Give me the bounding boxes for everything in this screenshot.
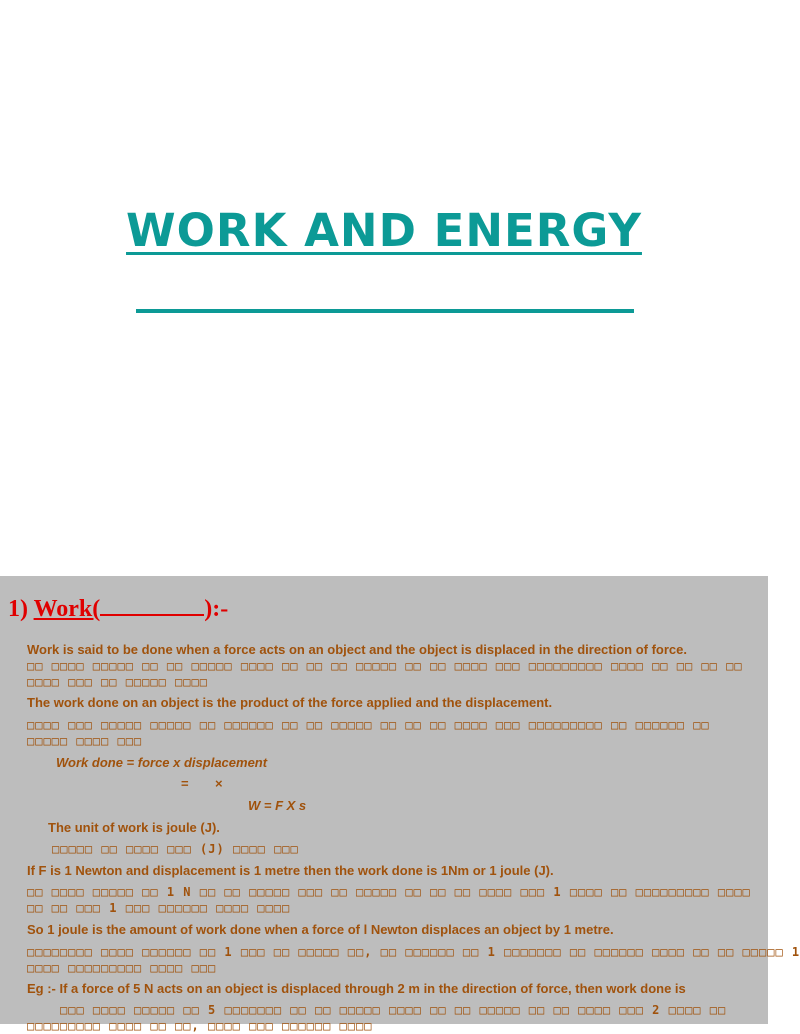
- hindi-line: □□□ □□□□ □□□□□ □□ 5 □□□□□□□ □□ □□ □□□□□ □□□□ □□ □□ □□□□□ □□ □□ □□□□ □□□ 2 □□□□ □□: [60, 1003, 727, 1017]
- text-line: The unit of work is joule (J).: [48, 820, 220, 835]
- text-line: So 1 joule is the amount of work done when a force of l Newton displaces an object by 1 metre.: [27, 922, 614, 937]
- section-heading-label: Work(: [33, 596, 101, 622]
- hindi-line: □□□□ □□□ □□ □□□□□ □□□□: [27, 675, 208, 689]
- heading-blank: [100, 596, 204, 616]
- hindi-line: □□ □□ □□□ 1 □□□ □□□□□□ □□□□ □□□□: [27, 901, 291, 915]
- text-line: Eg :- If a force of 5 N acts on an object is displaced through 2 m in the direction of force, then work done is: [27, 981, 686, 996]
- hindi-line: □□□□□□□□□ □□□□ □□ □□, □□□□ □□□ □□□□□□ □□□□: [27, 1019, 373, 1033]
- hindi-line: □□ □□□□ □□□□□ □□ 1 N □□ □□ □□□□□ □□□ □□ □□□□□ □□ □□ □□ □□□□ □□□ 1 □□□□ □□ □□□□□□□□□ □□□□: [27, 885, 751, 899]
- text-line: If F is 1 Newton and displacement is 1 metre then the work done is 1Nm or 1 joule (J).: [27, 863, 554, 878]
- formula-symbolic: W = F X s: [248, 798, 307, 813]
- section-heading-end: ):-: [204, 596, 229, 622]
- page-title: WORK AND ENERGY: [126, 204, 642, 257]
- content-slide: [0, 576, 800, 1033]
- formula-times: ×: [215, 776, 223, 791]
- hindi-line: □□□□□ □□□□ □□□: [27, 734, 143, 748]
- section-number: 1): [8, 596, 28, 622]
- text-line: Work is said to be done when a force acts on an object and the object is displaced in the direction of force.: [27, 642, 687, 657]
- section-heading: [8, 596, 228, 623]
- hindi-line: □□□□ □□□□□□□□□ □□□□ □□□: [27, 961, 217, 975]
- formula-equals: =: [181, 776, 189, 791]
- text-line: The work done on an object is the product of the force applied and the displacement.: [27, 695, 553, 710]
- hindi-line: □□□□□ □□ □□□□ □□□ (J) □□□□ □□□: [52, 842, 299, 856]
- title-underline-rule: [136, 309, 634, 313]
- hindi-line: □□□□ □□□ □□□□□ □□□□□ □□ □□□□□□ □□ □□ □□□□□ □□ □□ □□ □□□□ □□□ □□□□□□□□□ □□ □□□□□□ □□: [27, 718, 710, 732]
- formula-line: Work done = force x displacement: [56, 755, 268, 770]
- hindi-line: □□ □□□□ □□□□□ □□ □□ □□□□□ □□□□ □□ □□ □□ □□□□□ □□ □□ □□□□ □□□ □□□□□□□□□ □□□□ □□ □□ □□ □□: [27, 659, 743, 673]
- hindi-line: □□□□□□□□ □□□□ □□□□□□ □□ 1 □□□ □□ □□□□□ □□, □□ □□□□□□ □□ 1 □□□□□□□ □□ □□□□□□ □□□□ □□ □□ □□□□□ 1: [27, 945, 800, 959]
